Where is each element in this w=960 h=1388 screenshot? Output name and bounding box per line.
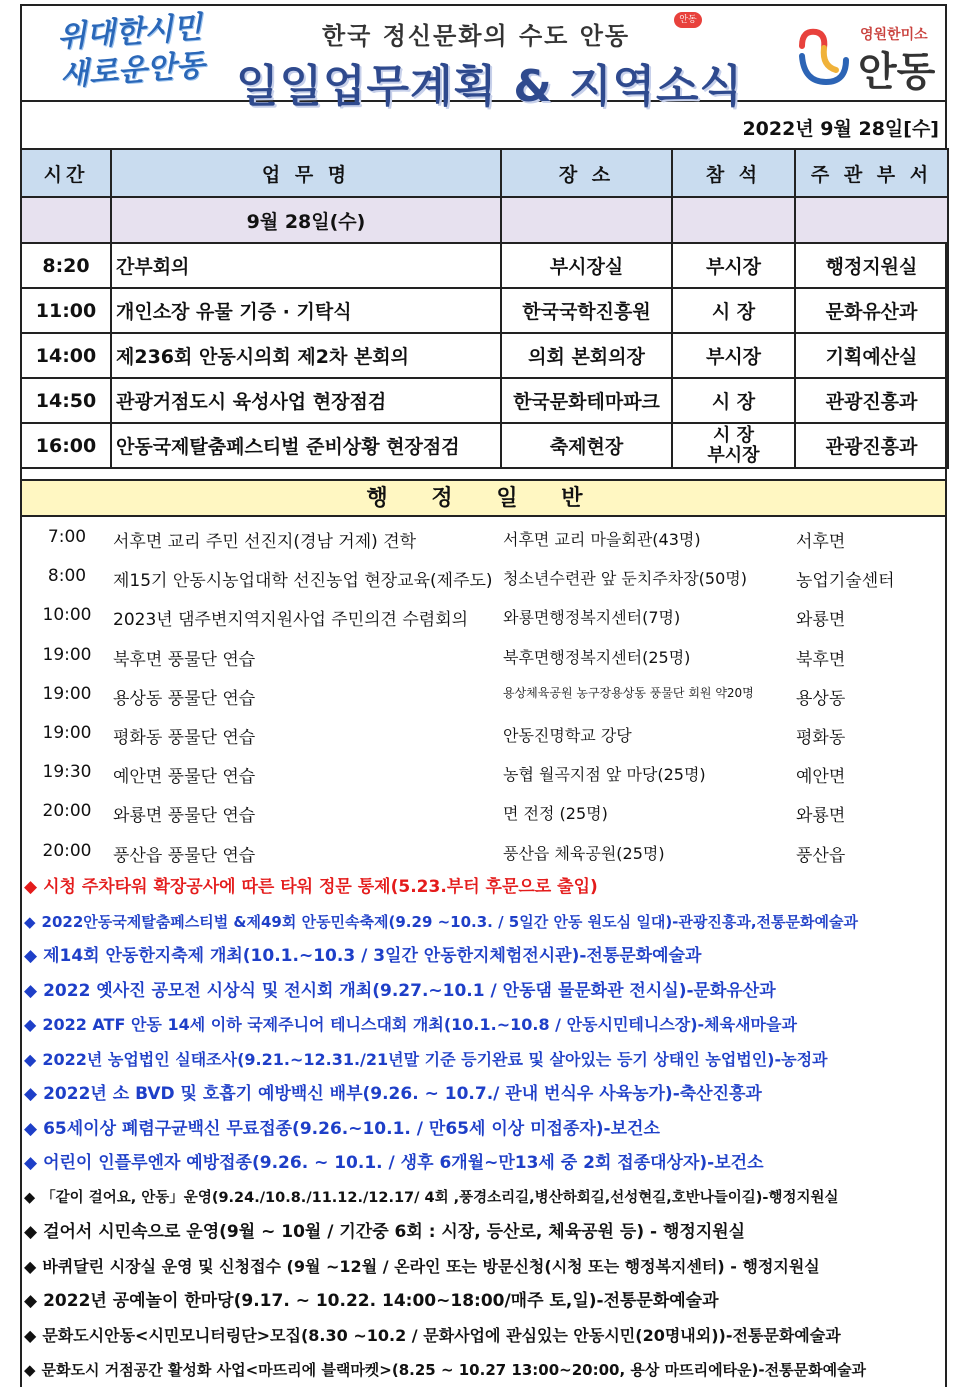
row-dept: 기획예산실 [795,333,948,378]
notice-text: 걸어서 시민속으로 운영(9월 ~ 10월 / 기간중 6회 : 시장, 등산로, 체육공원 등) - 행정지원실 [43,1222,746,1242]
row-time: 14:00 [21,333,111,378]
row-dept: 관광진흥과 [795,423,948,468]
list-item [20,752,947,791]
notice-item [20,1319,947,1354]
item-time: 19:00 [42,644,92,665]
diamond-bullet-icon: ◆ [24,1189,36,1206]
andong-badge-icon: 안동 [674,12,702,28]
notice-item [20,905,947,940]
item-dept: 용상동 [796,688,846,709]
item-time: 10:00 [42,605,92,626]
row-attend: 부시장 [672,333,795,378]
header-time: 시간 [21,149,111,197]
diamond-bullet-icon: ◆ [24,946,38,966]
header-attend: 참 석 [672,149,795,197]
row-attend: 시 장 [672,288,795,333]
diamond-bullet-icon: ◆ [24,1222,38,1242]
row-time: 8:20 [21,243,111,288]
notice-list [20,870,947,1388]
item-dept: 와룡면 [796,610,846,631]
notice-text: 「같이 걸어요, 안동」운영(9.24./10.8./11.12./12.17/ 4회 ,풍경소리길,병산하회길,선성현길,호반나들이길)-행정지원실 [41,1189,839,1206]
diamond-bullet-icon: ◆ [24,1256,37,1276]
item-task: 제15기 안동시농업대학 선진농업 현장교육(제주도) [113,571,493,592]
notice-text: 2022년 공예놀이 한마당(9.17. ~ 10.22. 14:00~18:00/매주 토,일)-전통문화예술과 [43,1291,719,1311]
item-task: 예안면 풍물단 연습 [113,767,256,788]
item-place: 청소년수련관 앞 둔치주차장(50명) [503,569,747,589]
notice-text: 문화도시 거점공간 활성화 사업<마뜨리에 블랙마켓>(8.25 ~ 10.27 13:00~20:00, 용상 마뜨리에타운)-전통문화예술과 [41,1361,867,1379]
page-subtitle: 한국 정신문화의 수도 안동 [322,22,631,50]
header-place: 장 소 [501,149,672,197]
item-task: 풍산읍 풍물단 연습 [113,845,256,866]
item-task: 북후면 풍물단 연습 [113,649,256,670]
notice-text: 65세이상 폐렴구균백신 무료접종(9.26.~10.1. / 만65세 이상 미접종자)-보건소 [43,1118,660,1139]
list-item [20,635,947,674]
smile-logo-icon [796,26,852,86]
notice-item [20,1077,947,1112]
item-place: 용상체육공원 농구장용상동 풍물단 회원 약20명 [503,685,754,700]
table-row [21,288,948,333]
item-dept: 풍산읍 [796,845,846,866]
logo-tagline: 영원한미소 [860,27,928,43]
item-place: 농협 월곡지점 앞 마당(25명) [503,765,706,785]
slogan-line-1: 위대한시민 [56,10,204,56]
row-place: 축제현장 [501,423,672,468]
notice-text: 시청 주차타워 확장공사에 따른 타워 정문 통제(5.23.부터 후문으로 출입) [43,877,598,897]
attend-deputy: 부시장 [707,444,760,466]
notice-text: 문화도시안동<시민모니터링단>모집(8.30 ~10.2 / 문화사업에 관심있는 안동시민(20명내외))-전통문화예술과 [42,1325,841,1345]
diamond-bullet-icon: ◆ [24,1049,37,1069]
item-time: 19:00 [42,683,92,704]
row-task: 관광거점도시 육성사업 현장점검 [111,378,501,423]
attend-mayor: 시 장 [712,424,755,446]
notice-item [20,1215,947,1250]
item-place: 풍산읍 체육공원(25명) [503,843,665,863]
item-task: 서후면 교리 주민 선진지(경남 거제) 견학 [113,532,417,552]
item-time: 7:00 [47,527,87,547]
list-item [20,831,947,870]
row-dept: 관광진흥과 [795,378,948,423]
item-place: 안동진명학교 강당 [503,725,632,745]
city-slogan [34,7,229,96]
item-dept: 평화동 [796,727,846,748]
list-item [20,517,947,556]
row-place: 한국문화테마파크 [501,378,672,423]
item-time: 8:00 [47,566,87,587]
diamond-bullet-icon: ◆ [24,1118,38,1139]
logo-city-name: 안동 [858,49,936,95]
row-task: 간부회의 [111,243,501,288]
item-place: 면 전정 (25명) [503,804,608,824]
row-task: 개인소장 유물 기증 · 기탁식 [111,288,501,333]
notice-text: 2022 옛사진 공모전 시상식 및 전시회 개최(9.27.~10.1 / 안동댐 물문화관 전시실)-문화유산과 [43,980,776,1001]
notice-item [20,1112,947,1147]
row-attend: 시 장 [672,378,795,423]
item-task: 2023년 댐주변지역지원사업 주민의견 수렴회의 [113,610,469,631]
diamond-bullet-icon: ◆ [24,1084,38,1104]
notice-text: 2022안동국제탈춤페스티벌 &제49회 안동민속축제(9.29 ~10.3. / 5일간 안동 원도심 일대)-관광진흥과,전통문화예술과 [41,912,858,931]
notice-item [20,974,947,1009]
item-dept: 서후면 [796,532,846,552]
item-time: 19:00 [42,722,92,743]
diamond-bullet-icon: ◆ [24,877,38,897]
item-task: 용상동 풍물단 연습 [113,688,256,709]
notice-text: 2022년 소 BVD 및 호흡기 예방백신 배부(9.26. ~ 10.7./ 관내 번식우 사육농가)-축산진흥과 [43,1084,762,1104]
row-dept: 문화유산과 [795,288,948,333]
schedule-header-row [21,149,948,197]
notice-text: 어린이 인플루엔자 예방접종(9.26. ~ 10.1. / 생후 6개월~만13세 중 2회 접종대상자)-보건소 [43,1153,764,1173]
item-task: 평화동 풍물단 연습 [113,727,256,748]
item-time: 19:30 [42,762,92,783]
list-item [20,556,947,595]
diamond-bullet-icon: ◆ [24,1153,38,1173]
row-task: 제236회 안동시의회 제2차 본회의 [111,333,501,378]
item-dept: 농업기술센터 [796,571,895,592]
table-row [21,378,948,423]
page-title: 일일업무계획 & 지역소식 [236,61,744,112]
item-time: 20:00 [42,801,92,822]
notice-text: 2022년 농업법인 실태조사(9.21.~12.31./21년말 기준 등기완료 및 살아있는 등기 상태인 농업법인)-농정과 [42,1049,828,1069]
notice-item [20,939,947,974]
item-dept: 북후면 [796,649,846,670]
page-header [20,4,947,112]
admin-list [20,517,947,870]
notice-item [20,1353,947,1388]
diamond-bullet-icon: ◆ [24,1361,36,1379]
item-place: 와룡면행정복지센터(7명) [503,608,681,628]
notice-item [20,1250,947,1285]
report-date: 2022년 9월 28일[수] [742,118,939,140]
row-dept: 행정지원실 [795,243,948,288]
section-title-admin: 행 정 일 반 [20,479,947,517]
item-dept: 와룡면 [796,806,846,827]
row-attend: 부시장 [672,243,795,288]
row-place: 부시장실 [501,243,672,288]
item-time: 20:00 [42,840,92,861]
header-task: 업 무 명 [111,149,501,197]
row-place: 한국국학진흥원 [501,288,672,333]
andong-logo [792,20,942,95]
notice-item [20,1146,947,1181]
list-item [20,791,947,830]
notice-item [20,1181,947,1216]
table-row [21,333,948,378]
row-task: 안동국제탈춤페스티벌 준비상황 현장점검 [111,423,501,468]
notice-item [20,1284,947,1319]
table-row [21,423,948,468]
header-dept: 주 관 부 서 [795,149,948,197]
item-task: 와룡면 풍물단 연습 [113,806,256,827]
row-attend [672,423,795,468]
slogan-line-2: 새로운안동 [58,47,206,93]
item-dept: 예안면 [796,767,846,788]
item-place: 서후면 교리 마을회관(43명) [503,530,701,549]
date-row [20,102,947,148]
schedule-day-row [21,197,948,243]
diamond-bullet-icon: ◆ [24,1325,37,1345]
notice-item [20,1008,947,1043]
schedule-table [20,148,949,469]
diamond-bullet-icon: ◆ [24,1291,38,1311]
diamond-bullet-icon: ◆ [24,912,36,931]
list-item [20,595,947,634]
day-label: 9월 28일(수) [111,197,501,243]
notice-text: 제14회 안동한지축제 개최(10.1.~10.3 / 3일간 안동한지체험전시관)-전통문화예술과 [43,946,702,966]
notice-text: 2022 ATF 안동 14세 이하 국제주니어 테니스대회 개최(10.1.~10.8 / 안동시민테니스장)-체육새마을과 [42,1015,797,1034]
row-place: 의회 본회의장 [501,333,672,378]
row-time: 11:00 [21,288,111,333]
notice-text: 바퀴달린 시장실 운영 및 신청접수 (9월 ~12월 / 온라인 또는 방문신청(시청 또는 행정복지센터) - 행정지원실 [42,1256,820,1276]
row-time: 14:50 [21,378,111,423]
diamond-bullet-icon: ◆ [24,1015,37,1034]
notice-item [20,870,947,905]
list-item [20,713,947,752]
row-time: 16:00 [21,423,111,468]
item-place: 북후면행정복지센터(25명) [503,647,691,667]
table-row [21,243,948,288]
notice-item [20,1043,947,1078]
list-item [20,674,947,713]
diamond-bullet-icon: ◆ [24,980,38,1001]
